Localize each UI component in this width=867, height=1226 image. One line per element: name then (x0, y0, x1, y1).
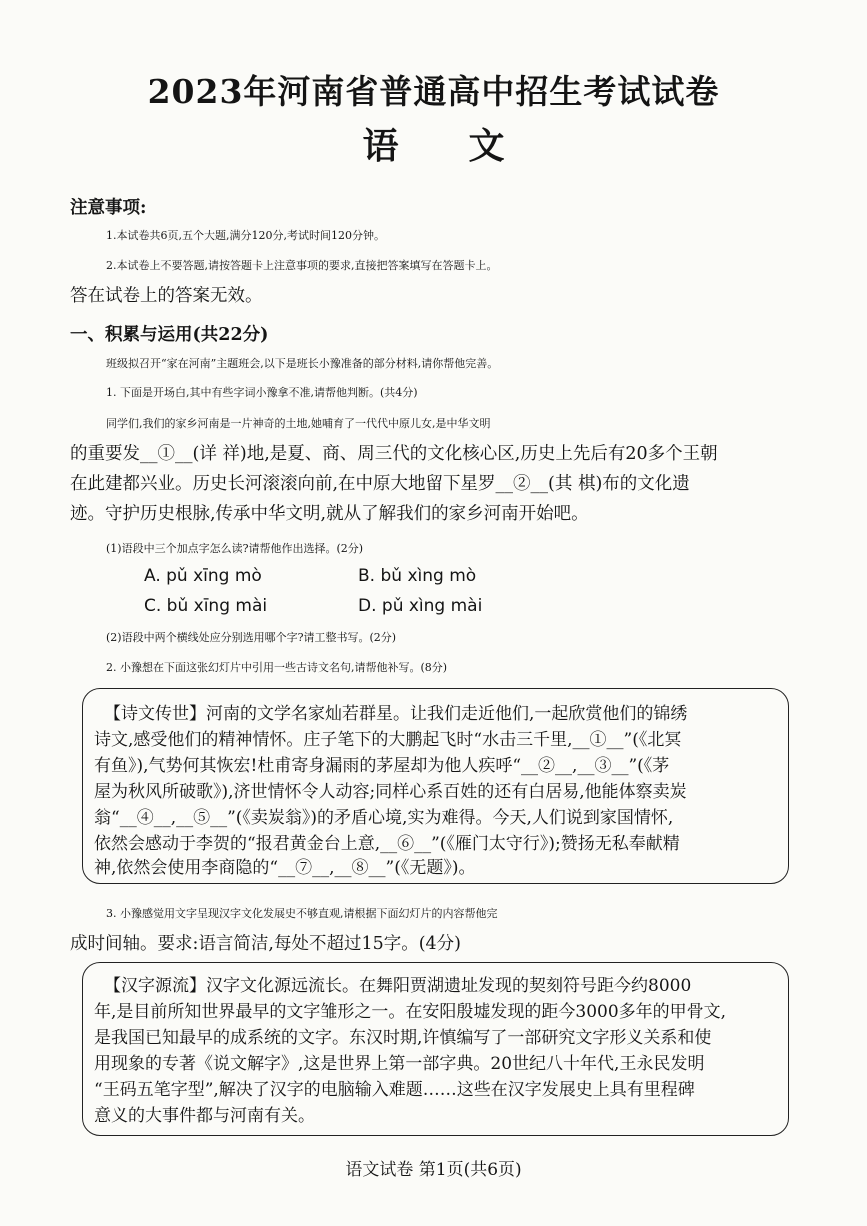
q1-sub-question-2: (2)语段中两个横线处应分别选用哪个字?请工整书写。(2分) (106, 631, 397, 644)
notice-item-2-cont: 答在试卷上的答案无效。 (70, 286, 263, 306)
q1-sub-question-1: (1)语段中三个加点字怎么读?请帮他作出选择。(2分) (106, 542, 364, 555)
option-a: A. pǔ xīng mò (144, 566, 262, 586)
hanzi-slide-line: 是我国已知最早的成系统的文字。东汉时期,许慎编写了一部研究文字形义关系和使 (94, 1028, 712, 1048)
poetry-slide-line: 神,依然会使用李商隐的“__⑦__,__⑧__”(《无题》)。 (94, 858, 476, 878)
section-intro: 班级拟召开“家在河南”主题班会,以下是班长小豫准备的部分材料,请你帮他完善。 (106, 357, 499, 370)
hanzi-slide-line: 【汉字源流】汉字文化源远流长。在舞阳贾湖遗址发现的契刻符号距今约8000 (104, 976, 692, 996)
notice-heading: 注意事项: (70, 198, 147, 218)
q1-passage-line: 在此建都兴业。历史长河滚滚向前,在中原大地留下星罗__②__(其 棋)布的文化遗 (70, 474, 690, 494)
hanzi-slide-line: 用现象的专著《说文解字》,这是世界上第一部字典。20世纪八十年代,王永民发明 (94, 1054, 705, 1074)
poetry-slide-line: 【诗文传世】河南的文学名家灿若群星。让我们走近他们,一起欣赏他们的锦绣 (104, 704, 688, 724)
notice-item-1: 1.本试卷共6页,五个大题,满分120分,考试时间120分钟。 (106, 229, 385, 242)
hanzi-slide-line: 意义的大事件都与河南有关。 (94, 1106, 315, 1126)
option-b: B. bǔ xìng mò (358, 566, 477, 586)
question-3-stem-cont: 成时间轴。要求:语言简洁,每处不超过15字。(4分) (70, 934, 462, 954)
hanzi-slide-line: “王码五笔字型”,解决了汉字的电脑输入难题……这些在汉字发展史上具有里程碑 (94, 1080, 695, 1100)
question-3-stem: 3. 小豫感觉用文字呈现汉字文化发展史不够直观,请根据下面幻灯片的内容帮他完 (106, 907, 498, 920)
notice-item-2: 2.本试卷上不要答题,请按答题卡上注意事项的要求,直接把答案填写在答题卡上。 (106, 259, 498, 272)
option-c: C. bǔ xīng mài (144, 596, 268, 616)
option-d: D. pǔ xìng mài (358, 596, 483, 616)
poetry-slide-line: 诗文,感受他们的精神情怀。庄子笔下的大鹏起飞时“水击三千里,__①__”(《北冥 (94, 730, 682, 750)
poetry-slide-line: 翁“__④__,__⑤__”(《卖炭翁》)的矛盾心境,实为难得。今天,人们说到家国情怀, (94, 808, 674, 828)
q1-passage-line: 迹。守护历史根脉,传承中华文明,就从了解我们的家乡河南开始吧。 (70, 504, 589, 524)
subject-title: 语文 (362, 125, 575, 167)
question-2-stem: 2. 小豫想在下面这张幻灯片中引用一些古诗文名句,请帮他补写。(8分) (106, 661, 448, 674)
poetry-slide-line: 有鱼》),气势何其恢宏!杜甫寄身漏雨的茅屋却为他人疾呼“__②__,__③__”(《茅 (94, 756, 670, 776)
hanzi-slide-line: 年,是目前所知世界最早的文字雏形之一。在安阳殷墟发现的距今3000多年的甲骨文, (94, 1002, 727, 1022)
poetry-slide-line: 依然会感动于李贺的“报君黄金台上意,__⑥__”(《雁门太守行》);赞扬无私奉献精 (94, 834, 680, 854)
poetry-slide-line: 屋为秋风所破歌》),济世情怀令人动容;同样心系百姓的还有白居易,他能体察卖炭 (94, 782, 687, 802)
q1-passage-line: 的重要发__①__(详 祥)地,是夏、商、周三代的文化核心区,历史上先后有20多个王朝 (70, 444, 718, 464)
question-1-stem: 1. 下面是开场白,其中有些字词小豫拿不准,请帮他判断。(共4分) (106, 386, 418, 399)
exam-title: 2023年河南省普通高中招生考试试卷 (147, 72, 720, 111)
section-heading: 一、积累与运用(共22分) (70, 325, 269, 345)
page-footer: 语文试卷 第1页(共6页) (345, 1160, 522, 1180)
q1-passage-line: 同学们,我们的家乡河南是一片神奇的土地,她哺育了一代代中原儿女,是中华文明 (106, 417, 491, 430)
